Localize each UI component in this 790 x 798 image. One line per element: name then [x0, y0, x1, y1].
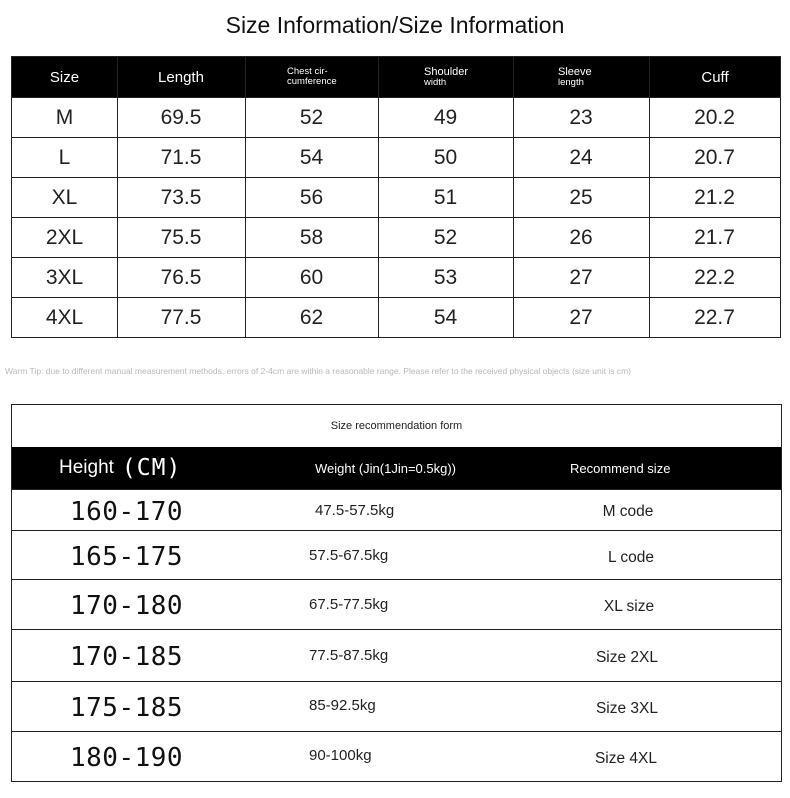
- cell-size: L: [58, 145, 71, 169]
- cell-height: 180-190: [70, 743, 184, 773]
- cell-recommend-size: Size 4XL: [594, 750, 658, 767]
- cell-size: XL: [51, 185, 78, 209]
- cell-chest: 58: [299, 225, 324, 249]
- table-row: [12, 217, 780, 257]
- cell-sleeve: 27: [569, 305, 593, 329]
- cell-recommend-size: M code: [602, 503, 654, 520]
- table-row: [12, 137, 780, 177]
- cell-length: 73.5: [160, 185, 202, 209]
- table-row: [12, 530, 781, 579]
- header-shoulder-line1: Shoulder: [424, 66, 469, 78]
- recommendation-table: [11, 404, 782, 782]
- header-recommend-size: Recommend size: [570, 460, 671, 476]
- cell-length: 77.5: [160, 305, 202, 329]
- header-height-unit: (CM): [121, 455, 182, 481]
- cell-sleeve: 25: [569, 185, 593, 209]
- cell-chest: 56: [299, 185, 324, 209]
- header-sleeve-line1: Sleeve: [558, 66, 592, 78]
- recommendation-header: [12, 447, 781, 489]
- cell-height: 175-185: [70, 693, 184, 723]
- page-title: Size Information/Size Information: [225, 12, 565, 38]
- table-row: [12, 681, 781, 731]
- cell-weight: 57.5-67.5kg: [309, 547, 389, 564]
- size-table: [11, 56, 781, 338]
- cell-cuff: 21.7: [694, 225, 735, 249]
- cell-shoulder: 52: [433, 225, 458, 249]
- cell-recommend-size: L code: [608, 549, 654, 566]
- cell-weight: 67.5-77.5kg: [309, 596, 389, 613]
- cell-sleeve: 24: [569, 145, 593, 169]
- cell-chest: 60: [299, 265, 324, 289]
- header-chest-line1: Chest cir-: [287, 66, 328, 77]
- table-row: [12, 489, 781, 530]
- cell-height: 160-170: [70, 497, 184, 527]
- column-divider: [117, 57, 118, 337]
- cell-cuff: 20.7: [694, 145, 735, 169]
- table-row: [12, 579, 781, 629]
- table-row: [12, 97, 780, 137]
- cell-length: 75.5: [160, 225, 202, 249]
- header-shoulder-line2: width: [424, 77, 447, 88]
- header-chest-line2: cumference: [287, 76, 337, 87]
- cell-size: 2XL: [45, 225, 84, 249]
- column-divider: [649, 57, 650, 337]
- cell-length: 76.5: [160, 265, 202, 289]
- cell-chest: 54: [299, 145, 324, 169]
- header-length: Length: [158, 68, 204, 86]
- cell-size: M: [55, 105, 74, 129]
- cell-chest: 62: [299, 305, 324, 329]
- cell-size: 4XL: [45, 305, 84, 329]
- cell-shoulder: 50: [433, 145, 458, 169]
- cell-weight: 85-92.5kg: [309, 697, 376, 714]
- cell-recommend-size: Size 2XL: [595, 649, 659, 666]
- cell-weight: 47.5-57.5kg: [315, 502, 395, 519]
- cell-length: 71.5: [160, 145, 202, 169]
- table-row: [12, 257, 780, 297]
- header-size: Size: [49, 68, 80, 86]
- cell-recommend-size: XL size: [603, 598, 655, 615]
- cell-shoulder: 54: [433, 305, 458, 329]
- table-row: [12, 297, 780, 337]
- header-sleeve: [546, 57, 658, 97]
- header-weight: Weight (Jin(1Jin=0.5kg)): [315, 460, 457, 476]
- cell-shoulder: 49: [433, 105, 458, 129]
- column-divider: [378, 57, 379, 337]
- cell-cuff: 21.2: [694, 185, 735, 209]
- header-shoulder: [412, 57, 524, 97]
- header-height: [59, 447, 181, 489]
- cell-shoulder: 51: [433, 185, 458, 209]
- cell-height: 165-175: [70, 542, 184, 572]
- cell-sleeve: 23: [569, 105, 593, 129]
- cell-size: 3XL: [45, 265, 84, 289]
- cell-shoulder: 53: [433, 265, 458, 289]
- cell-height: 170-180: [70, 591, 184, 621]
- table-row: [12, 629, 781, 681]
- cell-weight: 77.5-87.5kg: [309, 647, 389, 664]
- recommendation-caption: Size recommendation form: [330, 420, 463, 432]
- cell-cuff: 20.2: [694, 105, 735, 129]
- header-cuff: Cuff: [701, 68, 729, 86]
- cell-cuff: 22.7: [694, 305, 735, 329]
- table-row: [12, 731, 781, 781]
- cell-height: 170-185: [70, 642, 184, 672]
- warm-tip: Warm Tip: due to different manual measurement methods, errors of 2-4cm are within a reasonable range. Please refer to the received physical objects (size unit is cm): [5, 366, 631, 376]
- cell-chest: 52: [299, 105, 324, 129]
- column-divider: [513, 57, 514, 337]
- header-sleeve-line2: length: [558, 77, 584, 88]
- cell-recommend-size: Size 3XL: [595, 700, 659, 717]
- cell-weight: 90-100kg: [309, 747, 372, 764]
- table-row: [12, 177, 780, 217]
- cell-sleeve: 27: [569, 265, 593, 289]
- cell-sleeve: 26: [569, 225, 593, 249]
- size-table-header: [12, 57, 780, 97]
- header-height-label: Height: [59, 457, 114, 478]
- header-chest: [275, 57, 387, 97]
- cell-cuff: 22.2: [694, 265, 735, 289]
- column-divider: [245, 57, 246, 337]
- cell-length: 69.5: [160, 105, 202, 129]
